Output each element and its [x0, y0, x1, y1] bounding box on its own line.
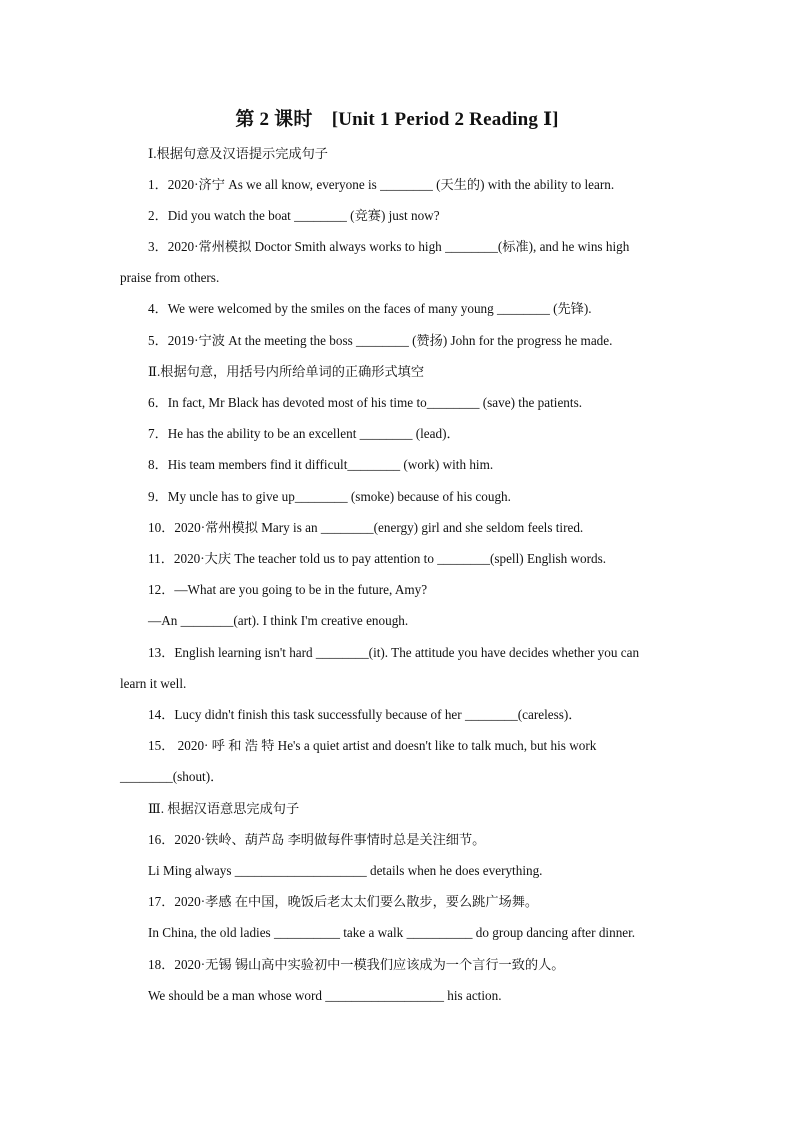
question-3-line-2: praise from others. — [120, 270, 220, 285]
question-18-english: We should be a man whose word __________________ his action. — [148, 988, 502, 1003]
question-17-chinese: 17．2020·孝感 在中国，晚饭后老太太们要么散步，要么跳广场舞。 — [148, 894, 539, 909]
question-15-line-1: 15． 2020· 呼 和 浩 特 He's a quiet artist and doesn't like to talk much, but his work — [148, 738, 597, 753]
question-15-line-2: ________(shout)． — [120, 769, 224, 784]
section-heading-3: Ⅲ. 根据汉语意思完成句子 — [148, 801, 300, 816]
question-16-chinese: 16．2020·铁岭、葫芦岛 李明做每件事情时总是关注细节。 — [148, 832, 486, 847]
section-heading-2: Ⅱ.根据句意，用括号内所给单词的正确形式填空 — [148, 364, 425, 379]
question-5: 5．2019·宁波 At the meeting the boss ________ (赞扬) John for the progress he made. — [148, 333, 613, 348]
question-2: 2．Did you watch the boat ________ (竞赛) just now? — [148, 208, 440, 223]
question-11: 11．2020·大庆 The teacher told us to pay attention to ________(spell) English words. — [148, 551, 607, 566]
page-title: 第 2 课时 [Unit 1 Period 2 Reading Ⅰ] — [235, 109, 559, 130]
question-10: 10．2020·常州模拟 Mary is an ________(energy) girl and she seldom feels tired. — [148, 520, 584, 535]
question-3-line-1: 3．2020·常州模拟 Doctor Smith always works to high ________(标准), and he wins high — [148, 239, 630, 254]
question-9: 9．My uncle has to give up________ (smoke) because of his cough. — [148, 489, 511, 504]
question-12-line-2: —An ________(art). I think I'm creative enough. — [148, 613, 409, 628]
question-12-line-1: 12．—What are you going to be in the future, Amy? — [148, 582, 428, 597]
question-17-english: In China, the old ladies __________ take a walk __________ do group dancing after dinner. — [148, 925, 636, 940]
question-4: 4．We were welcomed by the smiles on the faces of many young ________ (先锋). — [148, 301, 592, 316]
question-16-english: Li Ming always ____________________ details when he does everything. — [148, 863, 543, 878]
question-6: 6．In fact, Mr Black has devoted most of his time to________ (save) the patients. — [148, 395, 582, 410]
question-8: 8．His team members find it difficult________ (work) with him. — [148, 457, 494, 472]
question-7: 7．He has the ability to be an excellent ________ (lead)． — [148, 426, 460, 441]
question-13-line-2: learn it well. — [120, 676, 187, 691]
question-14: 14．Lucy didn't finish this task successfully because of her ________(careless)． — [148, 707, 582, 722]
question-1: 1．2020·济宁 As we all know, everyone is ________ (天生的) with the ability to learn. — [148, 177, 615, 192]
question-18-chinese: 18．2020·无锡 锡山高中实验初中一模我们应该成为一个言行一致的人。 — [148, 957, 565, 972]
question-13-line-1: 13．English learning isn't hard ________(it). The attitude you have decides whether you can — [148, 645, 640, 660]
section-heading-1: Ⅰ.根据句意及汉语提示完成句子 — [148, 146, 328, 161]
